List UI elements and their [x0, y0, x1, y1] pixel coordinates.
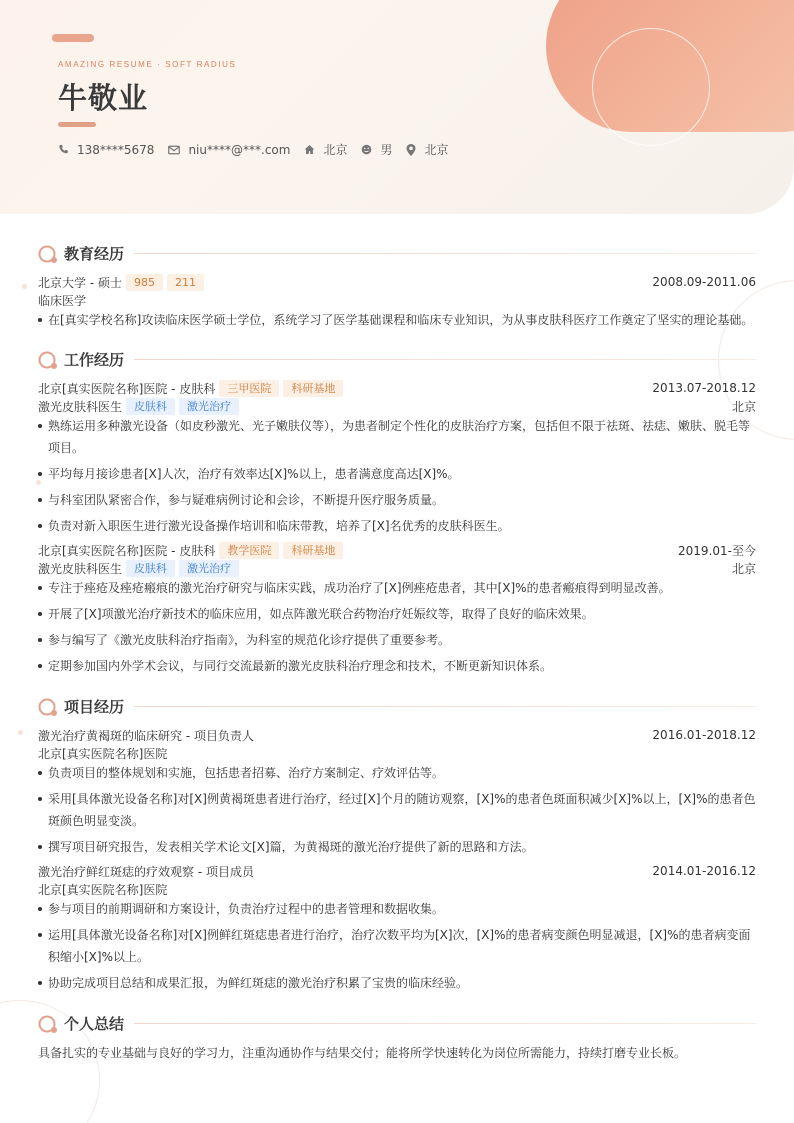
list-item: 运用[具体激光设备名称]对[X]例鲜红斑痣患者进行治疗，治疗次数平均为[X]次，[X]%的患者病变颜色明显减退，[X]%的患者病变面积缩小[X]%以上。 — [38, 924, 756, 968]
mail-icon — [168, 145, 180, 155]
section-projects-header — [38, 696, 756, 717]
contact-location — [406, 141, 448, 158]
project-date: 2016.01-2018.12 — [652, 728, 756, 742]
section-icon — [38, 244, 58, 264]
school-tag: 211 — [167, 274, 204, 291]
section-title: 教育经历 — [64, 245, 125, 263]
school-tag: 985 — [126, 274, 163, 291]
gender-text: 男 — [380, 143, 393, 157]
job-date: 2019.01-至今 — [678, 543, 756, 558]
section-divider — [134, 359, 756, 360]
section-summary-header — [38, 1013, 756, 1034]
section-divider — [134, 253, 756, 254]
list-item: 在[真实学校名称]攻读临床医学硕士学位，系统学习了医学基础课程和临床专业知识，为从事皮肤科医疗工作奠定了坚实的理论基础。 — [38, 309, 756, 331]
list-item: 负责对新入职医生进行激光设备操作培训和临床带教，培养了[X]名优秀的皮肤科医生。 — [38, 515, 756, 537]
job-role: 激光皮肤科医生 — [38, 561, 123, 576]
phone-text: 138****5678 — [77, 142, 155, 157]
section-divider — [134, 706, 756, 707]
resume-header — [0, 0, 794, 214]
list-item: 负责项目的整体规划和实施，包括患者招募、治疗方案制定、疗效评估等。 — [38, 762, 756, 784]
home-text: 北京 — [323, 143, 348, 157]
education-major: 临床医学 — [38, 293, 87, 308]
project-org-row — [38, 744, 756, 762]
section-education-header — [38, 243, 756, 264]
gender-icon — [361, 144, 372, 155]
list-item: 平均每月接诊患者[X]人次，治疗有效率达[X]%以上，患者满意度高达[X]%。 — [38, 463, 756, 485]
list-item: 熟练运用多种激光设备（如皮秒激光、光子嫩肤仪等），为患者制定个性化的皮肤治疗方案，包括但不限于祛斑、祛痣、嫩肤、脱毛等项目。 — [38, 415, 756, 459]
org-tag: 科研基地 — [283, 542, 343, 559]
section-title: 工作经历 — [64, 351, 125, 369]
job-role-row — [38, 559, 756, 577]
list-item: 开展了[X]项激光治疗新技术的临床应用，如点阵激光联合药物治疗妊娠纹等，取得了良好的临床效果。 — [38, 603, 756, 625]
org-tag: 科研基地 — [283, 380, 343, 397]
education-major-row — [38, 291, 756, 309]
role-tag: 激光治疗 — [179, 398, 239, 415]
list-item: 与科室团队紧密合作，参与疑难病例讨论和会诊，不断提升医疗服务质量。 — [38, 489, 756, 511]
accent-bar — [52, 34, 94, 42]
candidate-name: 牛敬业 — [58, 81, 149, 115]
org-tag: 教学医院 — [219, 542, 279, 559]
project-date: 2014.01-2016.12 — [652, 864, 756, 878]
contact-home — [304, 141, 347, 158]
contact-email — [168, 143, 290, 157]
list-item: 撰写项目研究报告，发表相关学术论文[X]篇，为黄褐斑的激光治疗提供了新的思路和方法。 — [38, 836, 756, 858]
project-name: 激光治疗黄褐斑的临床研究 - 项目负责人 — [38, 728, 254, 743]
project-entry-header — [38, 862, 756, 880]
contact-phone — [58, 143, 154, 157]
org-tag: 三甲医院 — [219, 380, 279, 397]
project-org: 北京[真实医院名称]医院 — [38, 746, 168, 761]
phone-icon — [58, 144, 69, 155]
list-item: 参与项目的前期调研和方案设计，负责治疗过程中的患者管理和数据收集。 — [38, 898, 756, 920]
project-entry-header — [38, 726, 756, 744]
decorative-dot — [22, 284, 27, 289]
project-org-row — [38, 880, 756, 898]
header-decor-ring — [592, 28, 710, 146]
job-org: 北京[真实医院名称]医院 - 皮肤科 — [38, 543, 216, 558]
list-item: 参与编写了《激光皮肤科治疗指南》，为科室的规范化诊疗提供了重要参考。 — [38, 629, 756, 651]
location-text: 北京 — [424, 143, 449, 157]
role-tag: 皮肤科 — [126, 398, 175, 415]
job-date: 2013.07-2018.12 — [652, 381, 756, 395]
job-org: 北京[真实医院名称]医院 - 皮肤科 — [38, 381, 216, 396]
home-icon — [304, 144, 315, 155]
list-item: 定期参加国内外学术会议，与同行交流最新的激光皮肤科治疗理念和技术，不断更新知识体系。 — [38, 655, 756, 677]
section-icon — [38, 697, 58, 717]
school-degree: 北京大学 - 硕士 — [38, 275, 122, 290]
section-work-header — [38, 349, 756, 370]
section-divider — [134, 1023, 756, 1024]
location-icon — [406, 144, 416, 156]
section-title: 项目经历 — [64, 698, 125, 716]
resume-eyebrow: AMAZING RESUME · SOFT RADIUS — [58, 60, 237, 69]
job-entry-header — [38, 541, 756, 559]
contact-gender — [361, 141, 392, 158]
project-name: 激光治疗鲜红斑痣的疗效观察 - 项目成员 — [38, 864, 254, 879]
list-item: 采用[具体激光设备名称]对[X]例黄褐斑患者进行治疗，经过[X]个月的随访观察，[X]%的患者色斑面积减少[X]%以上，[X]%的患者色斑颜色明显变淡。 — [38, 788, 756, 832]
role-tag: 皮肤科 — [126, 560, 175, 577]
job-city: 北京 — [731, 399, 756, 414]
section-icon — [38, 1014, 58, 1034]
summary-text: 具备扎实的专业基础与良好的学习力，注重沟通协作与结果交付；能将所学快速转化为岗位所需能力，持续打磨专业长板。 — [38, 1046, 687, 1060]
job-role: 激光皮肤科医生 — [38, 399, 123, 414]
job-entry-header — [38, 379, 756, 397]
decorative-dot — [18, 730, 23, 735]
name-underline — [58, 122, 96, 127]
email-text: niu****@***.com — [188, 142, 291, 157]
list-item: 协助完成项目总结和成果汇报，为鲜红斑痣的激光治疗积累了宝贵的临床经验。 — [38, 972, 756, 994]
section-title: 个人总结 — [64, 1015, 125, 1033]
education-date: 2008.09-2011.06 — [652, 275, 756, 289]
project-org: 北京[真实医院名称]医院 — [38, 882, 168, 897]
role-tag: 激光治疗 — [179, 560, 239, 577]
list-item: 专注于痤疮及痤疮瘢痕的激光治疗研究与临床实践，成功治疗了[X]例痤疮患者，其中[X]%的患者瘢痕得到明显改善。 — [38, 577, 756, 599]
job-city: 北京 — [731, 561, 756, 576]
contact-list — [58, 141, 463, 158]
education-entry-header — [38, 273, 756, 291]
job-role-row — [38, 397, 756, 415]
section-icon — [38, 350, 58, 370]
